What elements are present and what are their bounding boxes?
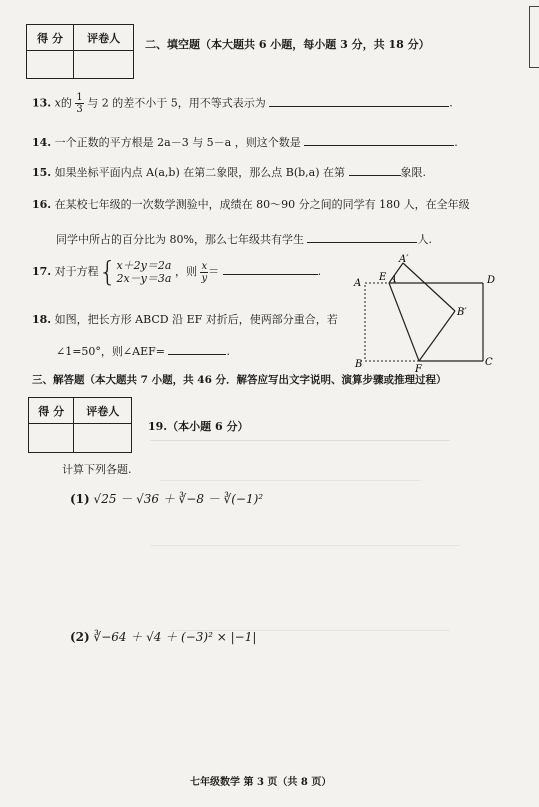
answer-blank-14[interactable] bbox=[304, 145, 454, 146]
answer-blank-17[interactable] bbox=[223, 274, 318, 275]
bleed-through-lines bbox=[150, 440, 480, 740]
label-a-prime: A′ bbox=[399, 254, 409, 265]
grader-cell[interactable] bbox=[74, 424, 132, 453]
segment-a-prime-b-prime bbox=[403, 263, 455, 311]
rectangle-abcd bbox=[365, 283, 483, 361]
question-number: 17. bbox=[32, 265, 52, 278]
section-2-title: 二、填空题（本大题共 6 小题，每小题 3 分，共 18 分） bbox=[145, 38, 430, 51]
label-b-prime: B′ bbox=[457, 307, 467, 318]
question-text: 一个正数的平方根是 2a－3 与 5－a ，则这个数是 bbox=[54, 136, 301, 149]
question-text: 与 2 的差不小于 5，用不等式表示为 bbox=[87, 96, 266, 110]
math-expression: ∛−64 ＋ √4 ＋ (−3)² × |−1| bbox=[93, 630, 257, 644]
rectangle-fold-figure bbox=[345, 253, 525, 373]
question-number: 14. bbox=[32, 136, 52, 149]
question-19-title: 19.（本小题 6 分） bbox=[148, 420, 249, 433]
segment-b-prime-f bbox=[419, 311, 455, 361]
question-15: 15. 如果坐标平面内点 A(a,b) 在第二象限，那么点 B(b,a) 在第 象限. bbox=[32, 166, 427, 179]
question-number: 15. bbox=[32, 166, 52, 179]
question-number: 18. bbox=[32, 313, 52, 326]
page-edge-fragment bbox=[529, 6, 539, 68]
math-expression: √25 － √36 ＋ ∛−8 － ∛(−1)² bbox=[93, 492, 264, 506]
score-box-q19 bbox=[28, 397, 132, 453]
question-16-line2: 同学中所占的百分比为 80%，那么七年级共有学生 人. bbox=[56, 233, 432, 246]
answer-blank-18[interactable] bbox=[168, 354, 226, 355]
answer-blank-15[interactable] bbox=[349, 175, 401, 176]
label-b: B bbox=[355, 359, 363, 370]
question-text: ∠1=50°，则∠AEF= bbox=[56, 345, 165, 358]
answer-blank-13[interactable] bbox=[269, 106, 449, 107]
question-14: 14. 一个正数的平方根是 2a－3 与 5－a ，则这个数是 . bbox=[32, 136, 458, 149]
question-number: 13. bbox=[32, 96, 52, 110]
page-footer: 七年级数学 第 3 页（共 8 页） bbox=[190, 777, 332, 788]
brace: { bbox=[98, 255, 117, 288]
question-text: 如果坐标平面内点 A(a,b) 在第二象限，那么点 B(b,a) 在第 bbox=[54, 166, 346, 179]
fold-line-ef bbox=[389, 283, 419, 361]
score-label: 得 分 bbox=[27, 25, 74, 51]
fraction: $\frac{1}{3}$ bbox=[76, 92, 83, 115]
fraction: $\frac{x}{y}$ bbox=[201, 260, 208, 284]
question-text: 在某校七年级的一次数学测验中，成绩在 80～90 分之间的同学有 180 人，在全年级 bbox=[54, 198, 470, 211]
section-3-title: 三、解答题（本大题共 7 小题，共 46 分．解答应写出文字说明、演算步骤或推理过程） bbox=[32, 374, 447, 386]
variable: x bbox=[54, 96, 61, 110]
label-angle-1: 1 bbox=[392, 275, 398, 284]
question-text: 如图，把长方形 ABCD 沿 EF 对折后，使两部分重合，若 bbox=[54, 313, 338, 326]
part-label: (1) bbox=[70, 492, 90, 506]
label-d: D bbox=[487, 275, 496, 286]
question-text: 对于方程 bbox=[54, 265, 99, 278]
label-e: E bbox=[379, 272, 387, 283]
equation-system: x＋2y＝2a 2x－y＝3a bbox=[116, 259, 172, 285]
question-text: 同学中所占的百分比为 80%，那么七年级共有学生 bbox=[56, 233, 304, 246]
answer-blank-16[interactable] bbox=[307, 242, 417, 243]
score-label: 得 分 bbox=[29, 398, 74, 424]
score-cell[interactable] bbox=[27, 51, 74, 79]
question-number: 16. bbox=[32, 198, 52, 211]
question-19-instruction: 计算下列各题. bbox=[62, 463, 132, 476]
question-13: 13. x的 $\frac{1}{3}$ 与 2 的差不小于 5，用不等式表示为 . bbox=[32, 92, 453, 115]
label-a: A bbox=[354, 278, 362, 289]
grader-label: 评卷人 bbox=[74, 398, 132, 424]
label-c: C bbox=[485, 357, 493, 368]
grader-label: 评卷人 bbox=[74, 25, 134, 51]
question-16 bbox=[32, 198, 470, 212]
label-f: F bbox=[415, 364, 422, 373]
part-label: (2) bbox=[70, 630, 90, 644]
question-17: 17. 对于方程{ x＋2y＝2a 2x－y＝3a ，则 $\frac{x}{y}$ ＝ . bbox=[32, 255, 322, 288]
score-box bbox=[26, 24, 134, 79]
grader-cell[interactable] bbox=[74, 51, 134, 79]
text: 的 bbox=[60, 96, 72, 110]
question-18 bbox=[32, 313, 338, 327]
score-cell[interactable] bbox=[29, 424, 74, 453]
question-18-line2: ∠1=50°，则∠AEF= . bbox=[56, 345, 230, 358]
